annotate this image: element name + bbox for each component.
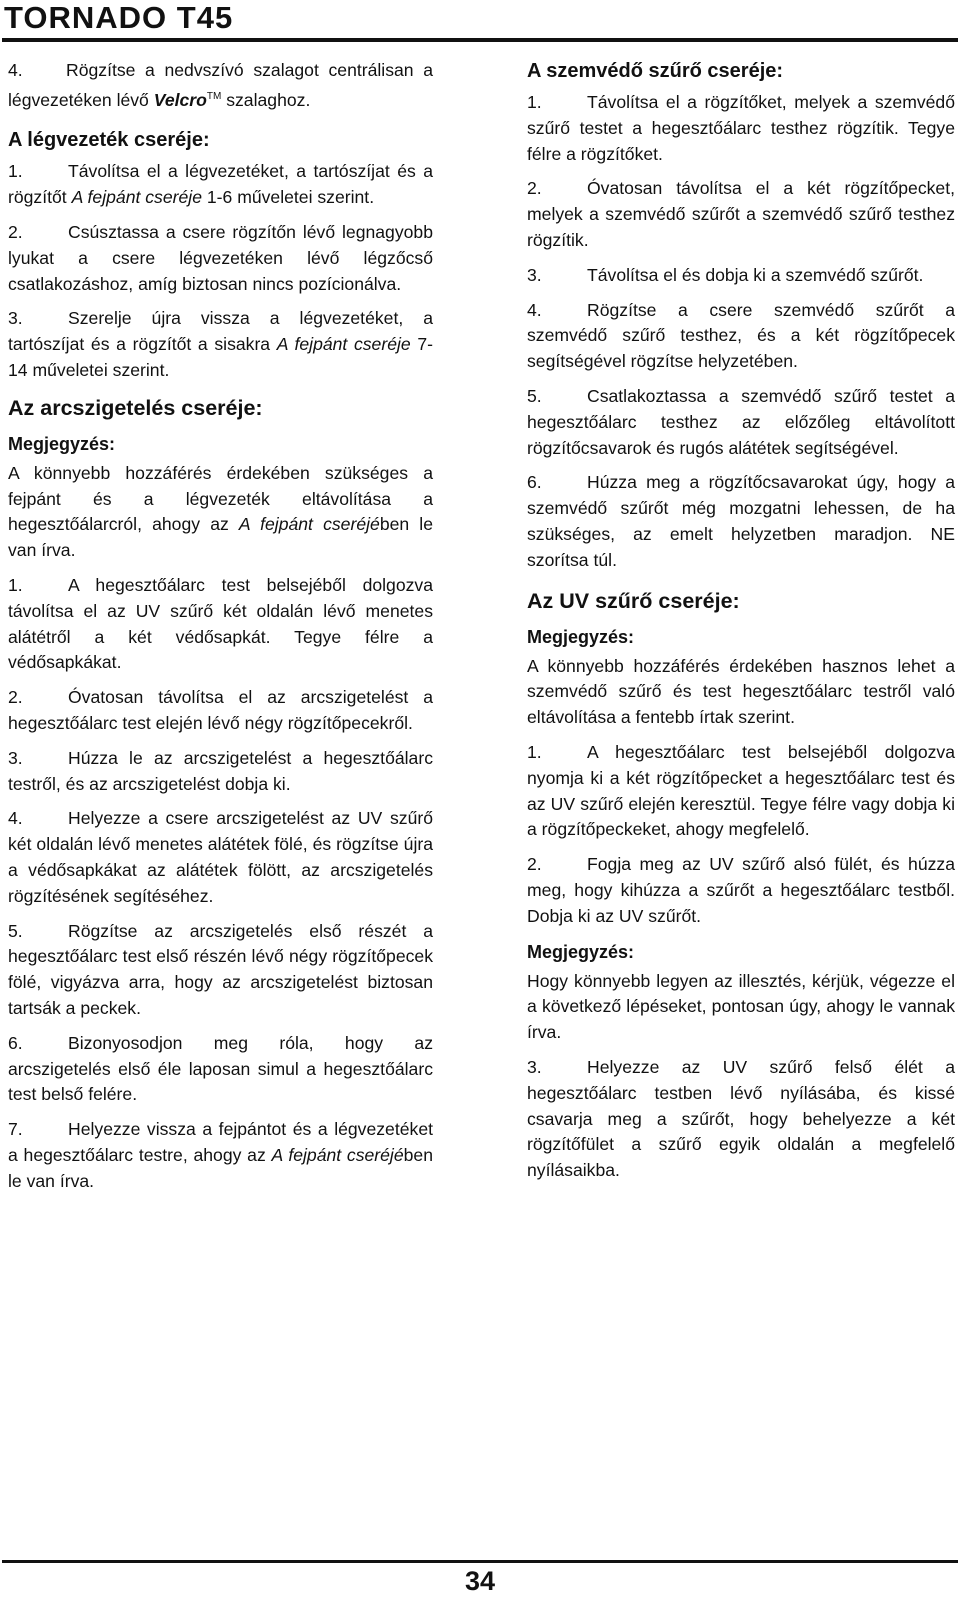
step-text: Bizonyosodjon meg róla, hogy az arcszigetelés első éle laposan simul a hegesztőálarc test belső felére. <box>8 1032 433 1105</box>
step-number: 4. <box>8 60 23 80</box>
step-number: 1. <box>527 92 542 112</box>
reference-link-text: A fejpánt cseréjé <box>271 1144 404 1165</box>
step-text: Távolítsa el és dobja ki a szemvédő szűrőt. <box>587 264 924 285</box>
seal-step-7 <box>8 1117 433 1194</box>
step-number: 2. <box>527 854 542 875</box>
step-number: 1. <box>527 741 542 762</box>
top-divider <box>2 38 958 42</box>
hose-step-2 <box>8 220 433 297</box>
step-number: 4. <box>8 808 23 829</box>
step-text: Húzza le az arcszigetelést a hegesztőálarc testről, és az arcszigetelést dobja ki. <box>8 747 433 794</box>
left-column <box>8 58 433 1204</box>
step-number: 6. <box>8 1032 23 1053</box>
step-number: 3. <box>527 1056 542 1077</box>
bottom-divider <box>2 1560 958 1563</box>
trademark-mark: TM <box>206 90 222 102</box>
eye-step-5 <box>527 384 955 461</box>
step-text: Rögzítse az arcszigetelés első részét a hegesztőálarc test első részén lévő négy rögzítőpecek fölé, vigyázva arra, hogy az arcszigetelést biztosan tartsák a peckek. <box>8 920 433 1018</box>
step-number: 1. <box>8 575 23 596</box>
eye-step-6 <box>527 470 955 573</box>
note-body: A könnyebb hozzáférés érdekében szükséges a fejpánt és a légvezeték eltávolítása a hegesztőálarcról, ahogy az <box>8 462 433 535</box>
note-text <box>8 461 433 564</box>
step-text: Távolítsa el a rögzítőket, melyek a szemvédő szűrő testet a hegesztőálarc testhez rögzítik. Tegye félre a rögzítőket. <box>527 92 955 164</box>
step-number: 2. <box>8 687 23 708</box>
step-text-tail: 7-14 műveletei szerint. <box>8 334 433 381</box>
eye-step-3 <box>527 263 955 289</box>
eye-step-2 <box>527 176 955 253</box>
step-text: Fogja meg az UV szűrő alsó fülét, és húzza meg, hogy kihúzza a szűrőt a hegesztőálarc testből. Dobja ki az UV szűrőt. <box>527 854 955 926</box>
step-number: 5. <box>8 920 23 941</box>
step-number: 5. <box>527 385 542 406</box>
section-heading-uv-filter: Az UV szűrő cseréje: <box>527 588 740 613</box>
step-text: Húzza meg a rögzítőcsavarokat úgy, hogy a szemvédő szűrőt még mozgatni lehessen, de ha szükséges, az emelt helyzetben maradjon. NE szorítsa túl. <box>527 472 955 570</box>
hose-step-3 <box>8 306 433 383</box>
step-text-tail: szalaghoz. <box>221 89 311 110</box>
step-text: Óvatosan távolítsa el az arcszigetelést a hegesztőálarc test elején lévő négy rögzítőpecekről. <box>8 687 433 733</box>
seal-step-1 <box>8 573 433 676</box>
reference-link-text: A fejpánt cseréje <box>71 187 202 208</box>
step-text: Helyezze a csere arcszigetelést az UV szűrő két oldalán lévő menetes alátétek fölé, és rögzítse újra a védősapkákat az alátétek fölött, az arcszigetelés rögzítésének segítéséhez. <box>8 808 433 906</box>
step-text-tail: 1-6 műveletei szerint. <box>201 187 375 208</box>
step-number: 3. <box>527 264 542 285</box>
step-text: A hegesztőálarc test belsejéből dolgozva nyomja ki a két rögzítőpecket a hegesztőálarc test és az UV szűrő elején keresztül. Tegye félre vagy dobja ki a rögzítőpeckeket, ahogy megfelelő. <box>527 741 955 840</box>
reference-link-text: A fejpánt cseréje <box>276 334 411 355</box>
step-text: Rögzítse a nedvszívó szalagot centrálisan a légvezetéken lévő <box>8 60 433 110</box>
seal-step-4 <box>8 806 433 909</box>
step-number: 2. <box>527 178 542 199</box>
step-number: 3. <box>8 308 23 329</box>
seal-step-2 <box>8 685 433 737</box>
section-heading-hose: A légvezeték cseréje: <box>8 129 210 152</box>
step-number: 1. <box>8 161 23 182</box>
header-title: TORNADO T45 <box>4 0 234 35</box>
seal-step-5 <box>8 919 433 1022</box>
note-label: Megjegyzés: <box>8 433 116 454</box>
uv-step-3 <box>527 1055 955 1184</box>
step-number: 2. <box>8 222 23 243</box>
reference-link-text: A fejpánt cseréjé <box>238 514 380 535</box>
note-text: A könnyebb hozzáférés érdekében hasznos lehet a szemvédő szűrő és test hegesztőálarc testről való eltávolítása a fentebb írtak szerint. <box>527 655 955 728</box>
step-text: Rögzítse a csere szemvédő szűrőt a szemvédő szűrő testhez, és a két rögzítőpecek segítségével rögzítse helyzetében. <box>527 299 955 372</box>
eye-step-4 <box>527 298 955 375</box>
note-label: Megjegyzés: <box>527 941 635 962</box>
seal-step-6 <box>8 1031 433 1108</box>
velcro-brand: Velcro <box>153 89 207 110</box>
uv-step-1 <box>527 740 955 843</box>
step-number: 6. <box>527 472 542 493</box>
step-number: 4. <box>527 299 542 320</box>
step-text: Csatlakoztassa a szemvédő szűrő testet a hegesztőálarc testhez az előzőleg eltávolított rögzítőcsavarok és rugós alátétek segítségével. <box>527 385 955 458</box>
seal-step-3 <box>8 746 433 798</box>
step-text: Óvatosan távolítsa el a két rögzítőpecket, melyek a szemvédő szűrőt a szemvédő szűrő testhez rögzítik. <box>527 178 955 250</box>
page-number: 34 <box>464 1566 496 1596</box>
section-heading-seal: Az arcszigetelés cseréje: <box>8 395 263 420</box>
step-text: Csúsztassa a csere rögzítőn lévő legnagyobb lyukat a csere légvezetéken lévő légzőcső csatlakozáshoz, amíg biztosan nincs pozícionálva. <box>8 222 433 294</box>
step-text: A hegesztőálarc test belsejéből dolgozva távolítsa el az UV szűrő két oldalán lévő menetes alátétről a két védősapkát. Tegye félre a védősapkákat. <box>8 575 433 673</box>
step-text: Helyezze az UV szűrő felső élét a hegesztőálarc testben lévő nyílásába, és kissé csavarja meg a szűrőt, hogy behelyezze a két rögzítőfület a szűrő egyik oldalán a megfelelő nyílásaikba. <box>527 1056 955 1181</box>
hose-step-1 <box>8 159 433 211</box>
section-heading-eye-filter: A szemvédő szűrő cseréje: <box>527 60 784 82</box>
step-text: Szerelje újra vissza a légvezetéket, a tartószíjat és a rögzítőt a sisakra <box>8 308 433 355</box>
step-text: Távolítsa el a légvezetéket, a tartószíjat és a rögzítőt <box>8 161 433 208</box>
step-text-tail: ben le van írva. <box>8 1144 433 1191</box>
eye-step-1 <box>527 90 955 167</box>
note-tail: ben le van írva. <box>8 514 433 561</box>
right-column <box>527 58 955 1193</box>
note-text: Hogy könnyebb legyen az illesztés, kérjük, végezze el a következő lépéseket, pontosan úgy, ahogy le vannak írva. <box>527 970 955 1043</box>
uv-step-2 <box>527 852 955 929</box>
step-number: 3. <box>8 747 23 768</box>
step-text: Helyezze vissza a fejpántot és a légvezetéket a hegesztőálarc testre, ahogy az <box>8 1119 433 1165</box>
step-number: 7. <box>8 1119 23 1140</box>
belt-step <box>8 58 433 113</box>
note-label: Megjegyzés: <box>527 626 635 647</box>
